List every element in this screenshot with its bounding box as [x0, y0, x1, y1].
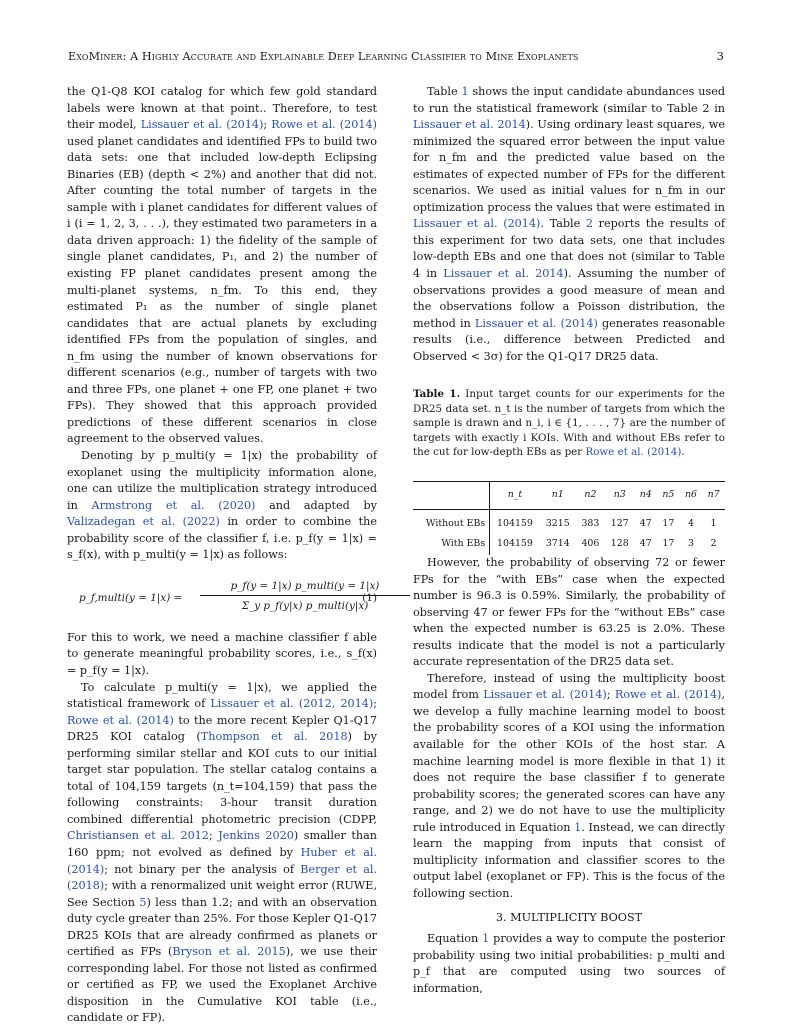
citation-link[interactable]: Berger et al. (2018): [67, 862, 378, 893]
citation-link[interactable]: Rowe et al. (2014): [67, 713, 174, 727]
table-cell: 17: [662, 517, 675, 529]
citation-link[interactable]: Lissauer et al. 2014: [413, 118, 526, 132]
citation-link[interactable]: Valizadegan et al. (2022): [67, 515, 220, 529]
table-cell: 104159: [497, 517, 533, 529]
paragraph: Therefore, instead of using the multiplicity boost model from Lissauer et al. (2014); Rowe et al. (2014), we develop a fully machine learning model to boost the probability scores of a KOI using the information available for the other KOIs of the host star. A machine learning model is more flexible in that 1) it does not require the base classifier f to generate probability scores; the generated scores can have any range, and 2) we do not have to use the multiplicity rule introduced in Equation 1. Instead, we can directly learn the mapping from inputs that consist of multiplicity information and classifier scores to the output label (exoplanet or FP). This is the focus of the following section.: [413, 671, 725, 900]
paragraph: the Q1-Q8 KOI catalog for which few gold standard labels were known at that point.. Therefore, to test their model, Lissauer et al. (2014); Rowe et al. (2014) used planet candidates and identified FPs to build two data sets: one that included low-depth Eclipsing Binaries (EB) (depth < 2%) and another that did not. After counting the total number of targets in the sample with i planet candidates for different values of i (i = 1, 2, 3, . . .), they estimated two parameters in a data driven approach: 1) the fidelity of the sample of single planet candidates, P₁, and 2) the number of existing FP planet candidates present among the multi-planet systems, n_fm. To this end, they estimated P₁ as the number of single planet candidates that are actual planets by excluding identified FPs from the population of singles, and n_fm using the number of known observations for different scenarios (e.g., number of targets with two and three FPs, one planet + one FP, one planet + two FPs). They showed that this approach provided predictions of these different scenarios in close agreement to the observed values.: [67, 85, 377, 446]
table-cell: 128: [610, 538, 629, 550]
table-cell: 127: [610, 517, 629, 529]
table-header-cell: n6: [684, 489, 697, 501]
table-cell: 1: [710, 517, 717, 529]
table-cell: 104159: [497, 538, 533, 550]
equation-number: (1): [362, 591, 377, 604]
table-caption: Table 1. Input target counts for our experiments for the DR25 data set. n_t is the number of targets from which the sample is drawn and n_i, i ∈ {1, . . . , 7} are the number of targets with exactly i KOIs. With and without EBs refer to the cut for low-depth EBs as per Rowe et al. (2014).: [413, 388, 725, 458]
paragraph: To calculate p_multi(y = 1|x), we applied the statistical framework of Lissauer et al. (2012, 2014); Rowe et al. (2014) to the more recent Kepler Q1-Q17 DR25 KOI catalog (Thompson et al. 2018) by performing similar stellar and KOI cuts to our initial target star population. The stellar catalog contains a total of 104,159 targets (n_t=104,159) that pass the following constraints: 3-hour transit duration combined differential photometric precision (CDPP, Christiansen et al. 2012; Jenkins 2020) smaller than 160 ppm; not evolved as defined by Huber et al. (2014); not binary per the analysis of Berger et al. (2018); with a renormalized unit weight error (RUWE, See Section 5) less than 1.2; and with an observation duty cycle greater than 25%. For those Kepler Q1-Q17 DR25 KOIs that are already confirmed as planets or certified as FPs (Bryson et al. 2015), we use their corresponding label. For those not listed as confirmed or certified as FP, we used the Exoplanet Archive disposition in the Cumulative KOI table (i.e., candidate or FP).: [67, 680, 378, 1025]
citation-link[interactable]: Rowe et al. (2014): [614, 688, 722, 702]
table-cell: 47: [639, 517, 652, 529]
table-header-cell: n1: [551, 489, 564, 501]
paragraph: Denoting by p_multi(y = 1|x) the probability of exoplanet using the multiplicity information alone, one can utilize the multiplication strategy introduced in Armstrong et al. (2020) and adapted by Valizadegan et al. (2022) in order to combine the probability score of the classifier f, i.e. p_f(y = 1|x) = s_f(x), with p_multi(y = 1|x) as follows:: [67, 449, 377, 562]
table-header-cell: n4: [639, 489, 652, 501]
citation-link[interactable]: Lissauer et al. 2014: [443, 267, 564, 281]
table-cell: 3714: [545, 538, 570, 550]
paragraph: However, the probability of observing 72 or fewer FPs for the “with EBs” case when the expected number is 96.3 is 0.59%. Similarly, the probability of observing 47 or fewer FPs for the “without EBs” case when the expected number is 63.25 is 2.0%. These results indicate that the model is not a particularly accurate representation of the DR25 data set.: [413, 555, 725, 669]
paragraph: For this to work, we need a machine classifier f able to generate meaningful probability scores, i.e., s_f(x) = p_f(y = 1|x).: [67, 630, 377, 677]
running-header: [68, 50, 724, 68]
table-ref-link[interactable]: 1: [461, 85, 469, 98]
right-column: [413, 84, 725, 997]
paragraph: Equation 1 provides a way to compute the posterior probability using two initial probabilities: p_multi and p_f that are computed using two sources of information,: [413, 932, 725, 995]
table-cell: 17: [662, 538, 675, 550]
citation-link[interactable]: Lissauer et al. (2014): [140, 118, 264, 132]
citation-link[interactable]: Huber et al. (2014): [67, 845, 378, 876]
table-ref-link[interactable]: 2: [585, 217, 594, 231]
table-header-cell: n2: [584, 489, 597, 501]
table-cell: 3215: [545, 517, 570, 529]
citation-link[interactable]: Thompson et al. 2018: [200, 730, 348, 744]
page-number: 3: [716, 50, 724, 63]
table-header-cell: n_t: [507, 489, 523, 501]
equation-numerator: p_f(y = 1|x) p_multi(y = 1|x): [200, 578, 410, 597]
citation-link[interactable]: Rowe et al. (2014): [585, 445, 682, 458]
table-header-cell: n3: [613, 489, 626, 501]
left-column: [67, 84, 380, 1027]
citation-link[interactable]: Lissauer et al. (2012, 2014): [210, 697, 374, 711]
citation-link[interactable]: Rowe et al. (2014): [271, 118, 377, 132]
equation-fraction: [200, 578, 410, 615]
table-caption-label: Table 1.: [413, 388, 461, 401]
table-cell: 3: [687, 538, 694, 550]
table-cell: 47: [639, 538, 652, 550]
table-row: [413, 534, 725, 555]
citation-link[interactable]: Christiansen et al. 2012: [67, 829, 209, 843]
table-cell: 2: [710, 538, 717, 550]
citation-link[interactable]: Bryson et al. 2015: [172, 945, 286, 959]
equation-1: [67, 578, 380, 618]
citation-link[interactable]: Lissauer et al. (2014): [483, 688, 607, 702]
table-cell: 406: [581, 538, 600, 550]
equation-lhs: p_f,multi(y = 1|x) =: [79, 591, 183, 604]
paragraph: Table 1 shows the input candidate abundances used to run the statistical framework (similar to Table 2 in Lissauer et al. 2014). Using ordinary least squares, we minimized the squared error between the input value for n_fm and the predicted value based on the estimates of expected number of FPs for the different scenarios. We used as initial values for n_fm in our optimization process the values that were estimated in Lissauer et al. (2014). Table 2 reports the results of this experiment for two data sets, one that includes low-depth EBs and one that does not (similar to Table 4 in Lissauer et al. 2014). Assuming the number of observations provides a good measure of mean and the observations follow a Poisson distribution, the method in Lissauer et al. (2014) generates reasonable results (i.e., difference between Predicted and Observed < 3σ) for the Q1-Q17 DR25 data.: [413, 85, 725, 363]
table-header-blank: [413, 482, 490, 510]
equation-ref-link[interactable]: 1: [574, 820, 582, 834]
citation-link[interactable]: Armstrong et al. (2020): [91, 498, 256, 512]
citation-link[interactable]: Jenkins 2020: [218, 829, 294, 843]
equation-denominator: Σ_y p_f(y|x) p_multi(y|x): [241, 600, 369, 613]
table-row: [413, 509, 725, 534]
section-link[interactable]: 5: [139, 895, 147, 909]
data-table: [413, 481, 725, 555]
table-header-row: [413, 482, 725, 510]
row-label: With EBs: [413, 534, 490, 555]
table-header-cell: n5: [662, 489, 675, 501]
table-cell: 4: [687, 517, 694, 529]
running-title: ExoMiner: A Highly Accurate and Explainable Deep Learning Classifier to Mine Exoplanets: [68, 50, 579, 63]
equation-ref-link[interactable]: 1: [482, 932, 490, 945]
citation-link[interactable]: Lissauer et al. (2014): [474, 316, 598, 330]
row-label: Without EBs: [413, 509, 490, 534]
table-cell: 383: [581, 517, 600, 529]
section-heading: 3. MULTIPLICITY BOOST: [495, 911, 643, 925]
citation-link[interactable]: Lissauer et al. (2014): [413, 217, 541, 231]
table-header-cell: n7: [707, 489, 720, 501]
